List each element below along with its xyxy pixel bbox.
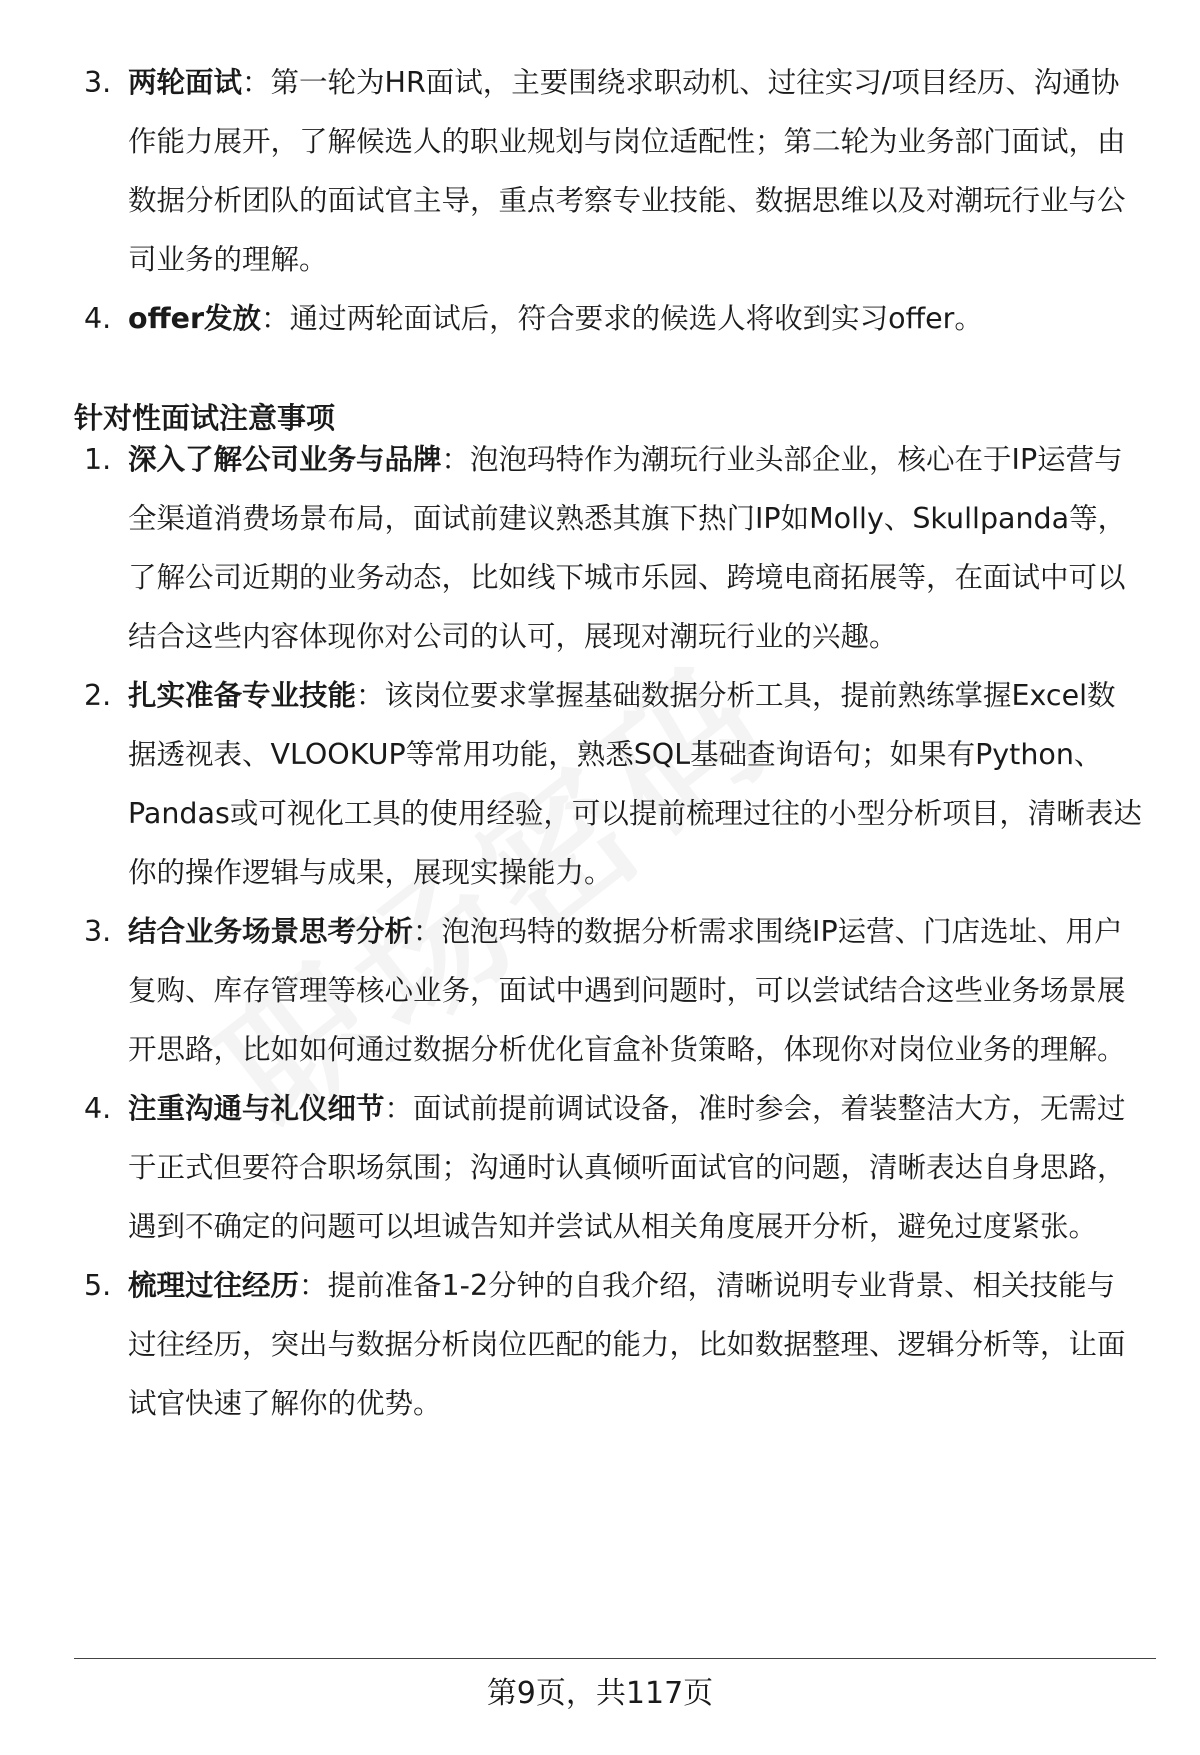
item-title: offer发放 [128, 302, 262, 335]
list-item: 4. offer发放：通过两轮面试后，符合要求的候选人将收到实习offer。 [0, 289, 1200, 348]
list-number: 5. [84, 1269, 112, 1302]
tips-list [0, 430, 1200, 1433]
page-number: 第9页，共117页 [486, 1676, 714, 1711]
list-item: 2. 扎实准备专业技能：该岗位要求掌握基础数据分析工具，提前熟练掌握Excel数据透视表、VLOOKUP等常用功能，熟悉SQL基础查询语句；如果有Python、Pandas或可视化工具的使用经验，可以提前梳理过往的小型分析项目，清晰表达你的操作逻辑与成果，展现实操能力。 [0, 666, 1200, 902]
item-title: 扎实准备专业技能 [128, 679, 357, 712]
item-text: 该岗位要求掌握基础数据分析工具，提前熟练掌握Excel数据透视表、VLOOKUP等常用功能，熟悉SQL基础查询语句；如果有Python、Pandas或可视化工具的使用经验，可以提前梳理过往的小型分析项目，清晰表达你的操作逻辑与成果，展现实操能力。 [128, 679, 1142, 889]
footer-divider [74, 1658, 1156, 1659]
item-text: 泡泡玛特的数据分析需求围绕IP运营、门店选址、用户复购、库存管理等核心业务，面试中遇到问题时，可以尝试结合这些业务场景展开思路，比如如何通过数据分析优化盲盒补货策略，体现你对岗位业务的理解。 [128, 915, 1126, 1066]
list-number: 4. [84, 302, 112, 335]
item-text: 第一轮为HR面试，主要围绕求职动机、过往实习/项目经历、沟通协作能力展开，了解候选人的职业规划与岗位适配性；第二轮为业务部门面试，由数据分析团队的面试官主导，重点考察专业技能、数据思维以及对潮玩行业与公司业务的理解。 [128, 66, 1126, 276]
list-item: 3. 结合业务场景思考分析：泡泡玛特的数据分析需求围绕IP运营、门店选址、用户复购、库存管理等核心业务，面试中遇到问题时，可以尝试结合这些业务场景展开思路，比如如何通过数据分析优化盲盒补货策略，体现你对岗位业务的理解。 [0, 902, 1200, 1079]
item-title: 梳理过往经历 [128, 1269, 300, 1302]
list-number: 1. [84, 443, 112, 476]
item-title: 注重沟通与礼仪细节 [128, 1092, 385, 1125]
continued-list [0, 53, 1200, 348]
item-text: 泡泡玛特作为潮玩行业头部企业，核心在于IP运营与全渠道消费场景布局，面试前建议熟悉其旗下热门IP如Molly、Skullpanda等，了解公司近期的业务动态，比如线下城市乐园、跨境电商拓展等，在面试中可以结合这些内容体现你对公司的认可，展现对潮玩行业的兴趣。 [128, 443, 1127, 653]
list-number: 3. [84, 66, 112, 99]
item-text: 通过两轮面试后，符合要求的候选人将收到实习offer。 [289, 302, 983, 335]
list-item: 5. 梳理过往经历：提前准备1-2分钟的自我介绍，清晰说明专业背景、相关技能与过往经历，突出与数据分析岗位匹配的能力，比如数据整理、逻辑分析等，让面试官快速了解你的优势。 [0, 1256, 1200, 1433]
item-text: 提前准备1-2分钟的自我介绍，清晰说明专业背景、相关技能与过往经历，突出与数据分析岗位匹配的能力，比如数据整理、逻辑分析等，让面试官快速了解你的优势。 [128, 1269, 1126, 1420]
list-number: 2. [84, 679, 112, 712]
item-title: 结合业务场景思考分析 [128, 915, 414, 948]
list-item: 1. 深入了解公司业务与品牌：泡泡玛特作为潮玩行业头部企业，核心在于IP运营与全渠道消费场景布局，面试前建议熟悉其旗下热门IP如Molly、Skullpanda等，了解公司近期的业务动态，比如线下城市乐园、跨境电商拓展等，在面试中可以结合这些内容体现你对公司的认可，展现对潮玩行业的兴趣。 [0, 430, 1200, 666]
item-title: 两轮面试 [128, 66, 243, 99]
list-item: 3. 两轮面试：第一轮为HR面试，主要围绕求职动机、过往实习/项目经历、沟通协作能力展开，了解候选人的职业规划与岗位适配性；第二轮为业务部门面试，由数据分析团队的面试官主导，重点考察专业技能、数据思维以及对潮玩行业与公司业务的理解。 [0, 53, 1200, 289]
section-title: 针对性面试注意事项 [74, 401, 336, 435]
item-text: 面试前提前调试设备，准时参会，着装整洁大方，无需过于正式但要符合职场氛围；沟通时认真倾听面试官的问题，清晰表达自身思路，遇到不确定的问题可以坦诚告知并尝试从相关角度展开分析，避免过度紧张。 [128, 1092, 1126, 1243]
list-item: 4. 注重沟通与礼仪细节：面试前提前调试设备，准时参会，着装整洁大方，无需过于正式但要符合职场氛围；沟通时认真倾听面试官的问题，清晰表达自身思路，遇到不确定的问题可以坦诚告知并尝试从相关角度展开分析，避免过度紧张。 [0, 1079, 1200, 1256]
list-number: 3. [84, 915, 112, 948]
list-number: 4. [84, 1092, 112, 1125]
item-title: 深入了解公司业务与品牌 [128, 443, 442, 476]
